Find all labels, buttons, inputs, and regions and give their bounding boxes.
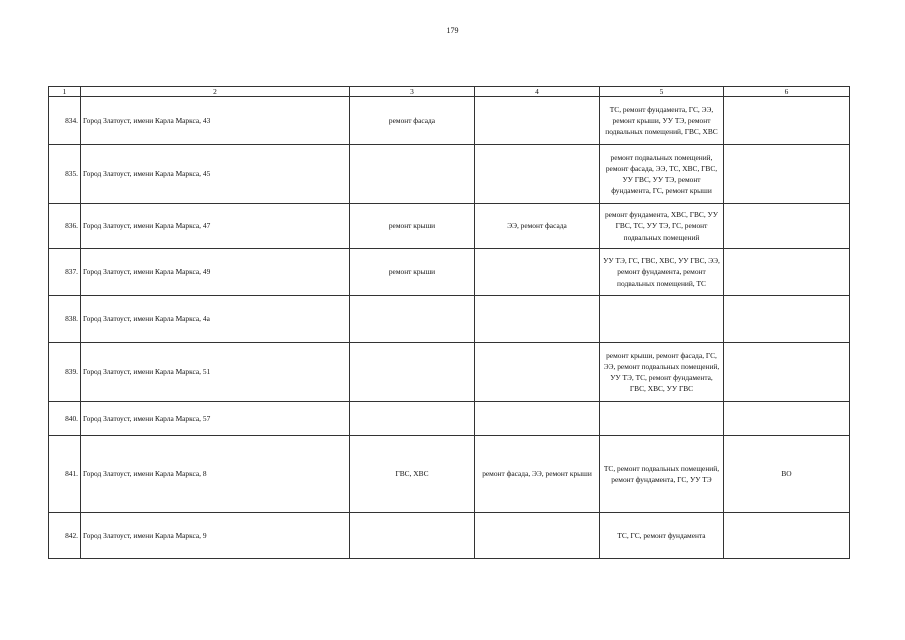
page-number: 179 <box>446 26 459 35</box>
works-column-4 <box>475 296 600 343</box>
row-number: 842. <box>49 513 81 559</box>
works-column-3 <box>350 402 475 436</box>
address-cell: Город Златоуст, имени Карла Маркса, 43 <box>81 97 350 145</box>
column-header: 2 <box>81 87 350 97</box>
address-cell: Город Златоуст, имени Карла Маркса, 47 <box>81 204 350 249</box>
row-number: 839. <box>49 343 81 402</box>
address-cell: Город Златоуст, имени Карла Маркса, 9 <box>81 513 350 559</box>
address-cell: Город Златоуст, имени Карла Маркса, 45 <box>81 145 350 204</box>
repair-schedule-table <box>48 86 850 559</box>
table-row <box>49 249 850 296</box>
works-column-6 <box>724 296 850 343</box>
works-column-6 <box>724 204 850 249</box>
works-column-5: ремонт подвальных помещений, ремонт фасада, ЭЭ, ТС, ХВС, ГВС, УУ ГВС, УУ ТЭ, ремонт фундамента, ГС, ремонт крыши <box>600 145 724 204</box>
table-row <box>49 402 850 436</box>
row-number: 836. <box>49 204 81 249</box>
works-column-5: ремонт крыши, ремонт фасада, ГС, ЭЭ, ремонт подвальных помещений, УУ ТЭ, ТС, ремонт фундамента, ГВС, ХВС, УУ ГВС <box>600 343 724 402</box>
works-column-4 <box>475 97 600 145</box>
works-column-5: ремонт фундамента, ХВС, ГВС, УУ ГВС, ТС, УУ ТЭ, ГС, ремонт подвальных помещений <box>600 204 724 249</box>
works-column-4: ЭЭ, ремонт фасада <box>475 204 600 249</box>
works-column-6 <box>724 513 850 559</box>
table-row <box>49 436 850 513</box>
table-row <box>49 513 850 559</box>
row-number: 838. <box>49 296 81 343</box>
works-column-3 <box>350 513 475 559</box>
works-column-3 <box>350 343 475 402</box>
row-number: 835. <box>49 145 81 204</box>
column-header: 6 <box>724 87 850 97</box>
row-number: 841. <box>49 436 81 513</box>
works-column-4 <box>475 249 600 296</box>
works-column-4 <box>475 513 600 559</box>
table-row <box>49 145 850 204</box>
row-number: 840. <box>49 402 81 436</box>
column-header: 1 <box>49 87 81 97</box>
works-column-6 <box>724 97 850 145</box>
works-column-5: УУ ТЭ, ГС, ГВС, ХВС, УУ ГВС, ЭЭ, ремонт фундамента, ремонт подвальных помещений, ТС <box>600 249 724 296</box>
works-column-6 <box>724 145 850 204</box>
row-number: 837. <box>49 249 81 296</box>
table-row <box>49 97 850 145</box>
column-header: 3 <box>350 87 475 97</box>
works-column-3: ГВС, ХВС <box>350 436 475 513</box>
column-header: 4 <box>475 87 600 97</box>
column-header: 5 <box>600 87 724 97</box>
works-column-5: ТС, ремонт фундамента, ГС, ЭЭ, ремонт крыши, УУ ТЭ, ремонт подвальных помещений, ГВС, ХВС <box>600 97 724 145</box>
row-number: 834. <box>49 97 81 145</box>
works-column-5: ТС, ремонт подвальных помещений, ремонт фундамента, ГС, УУ ТЭ <box>600 436 724 513</box>
works-column-4: ремонт фасада, ЭЭ, ремонт крыши <box>475 436 600 513</box>
works-column-6 <box>724 249 850 296</box>
works-column-3 <box>350 296 475 343</box>
address-cell: Город Златоуст, имени Карла Маркса, 57 <box>81 402 350 436</box>
works-column-3: ремонт крыши <box>350 249 475 296</box>
address-cell: Город Златоуст, имени Карла Маркса, 49 <box>81 249 350 296</box>
address-cell: Город Златоуст, имени Карла Маркса, 51 <box>81 343 350 402</box>
works-column-4 <box>475 343 600 402</box>
table-row <box>49 204 850 249</box>
works-column-5: ТС, ГС, ремонт фундамента <box>600 513 724 559</box>
address-cell: Город Златоуст, имени Карла Маркса, 4а <box>81 296 350 343</box>
works-column-5 <box>600 402 724 436</box>
works-column-3 <box>350 145 475 204</box>
table-row <box>49 296 850 343</box>
works-column-5 <box>600 296 724 343</box>
works-column-4 <box>475 402 600 436</box>
works-column-6 <box>724 402 850 436</box>
works-column-6 <box>724 343 850 402</box>
works-column-3: ремонт фасада <box>350 97 475 145</box>
table-row <box>49 343 850 402</box>
address-cell: Город Златоуст, имени Карла Маркса, 8 <box>81 436 350 513</box>
works-column-6: ВО <box>724 436 850 513</box>
works-column-3: ремонт крыши <box>350 204 475 249</box>
column-number-row <box>49 87 850 97</box>
works-column-4 <box>475 145 600 204</box>
